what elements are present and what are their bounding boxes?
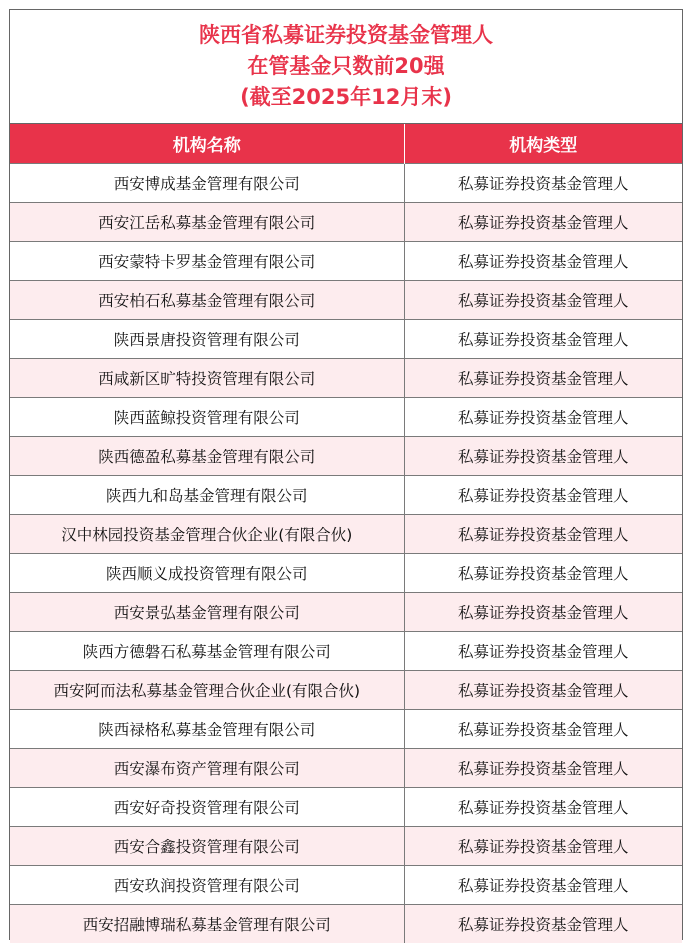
- institution-name: 陕西顺义成投资管理有限公司: [10, 554, 404, 593]
- ranking-table: [10, 123, 682, 943]
- institution-name: 陕西景唐投资管理有限公司: [10, 320, 404, 359]
- institution-type: 私募证券投资基金管理人: [404, 476, 682, 515]
- column-header-name: 机构名称: [10, 124, 404, 164]
- institution-name: 西安合鑫投资管理有限公司: [10, 827, 404, 866]
- institution-name: 陕西禄格私募基金管理有限公司: [10, 710, 404, 749]
- table-row: [10, 788, 682, 827]
- title-line-3: (截至2025年12月末): [240, 85, 452, 109]
- institution-type: 私募证券投资基金管理人: [404, 866, 682, 905]
- institution-name: 西安蒙特卡罗基金管理有限公司: [10, 242, 404, 281]
- institution-type: 私募证券投资基金管理人: [404, 554, 682, 593]
- table-row: [10, 281, 682, 320]
- institution-type: 私募证券投资基金管理人: [404, 398, 682, 437]
- institution-type: 私募证券投资基金管理人: [404, 242, 682, 281]
- institution-type: 私募证券投资基金管理人: [404, 632, 682, 671]
- table-row: [10, 710, 682, 749]
- table-row: [10, 905, 682, 944]
- institution-name: 汉中林园投资基金管理合伙企业(有限合伙): [10, 515, 404, 554]
- institution-name: 西安阿而法私募基金管理合伙企业(有限合伙): [10, 671, 404, 710]
- table-row: [10, 398, 682, 437]
- title-line-1: 陕西省私募证券投资基金管理人: [199, 23, 493, 47]
- institution-name: 西安招融博瑞私募基金管理有限公司: [10, 905, 404, 944]
- institution-type: 私募证券投资基金管理人: [404, 320, 682, 359]
- institution-name: 陕西蓝鲸投资管理有限公司: [10, 398, 404, 437]
- table-row: [10, 593, 682, 632]
- institution-type: 私募证券投资基金管理人: [404, 671, 682, 710]
- institution-name: 陕西德盈私募基金管理有限公司: [10, 437, 404, 476]
- institution-name: 西安景弘基金管理有限公司: [10, 593, 404, 632]
- institution-type: 私募证券投资基金管理人: [404, 203, 682, 242]
- table-row: [10, 671, 682, 710]
- institution-type: 私募证券投资基金管理人: [404, 515, 682, 554]
- table-row: [10, 437, 682, 476]
- institution-name: 西安玖润投资管理有限公司: [10, 866, 404, 905]
- institution-name: 陕西方德磐石私募基金管理有限公司: [10, 632, 404, 671]
- table-row: [10, 515, 682, 554]
- table-row: [10, 749, 682, 788]
- table-row: [10, 320, 682, 359]
- institution-type: 私募证券投资基金管理人: [404, 710, 682, 749]
- institution-type: 私募证券投资基金管理人: [404, 905, 682, 944]
- institution-name: 西安柏石私募基金管理有限公司: [10, 281, 404, 320]
- table-header-row: [10, 124, 682, 164]
- institution-name: 西安好奇投资管理有限公司: [10, 788, 404, 827]
- institution-type: 私募证券投资基金管理人: [404, 437, 682, 476]
- institution-type: 私募证券投资基金管理人: [404, 827, 682, 866]
- table-row: [10, 242, 682, 281]
- institution-name: 陕西九和岛基金管理有限公司: [10, 476, 404, 515]
- column-header-type: 机构类型: [404, 124, 682, 164]
- institution-name: 西咸新区旷特投资管理有限公司: [10, 359, 404, 398]
- institution-type: 私募证券投资基金管理人: [404, 749, 682, 788]
- table-row: [10, 203, 682, 242]
- institution-name: 西安博成基金管理有限公司: [10, 164, 404, 203]
- institution-type: 私募证券投资基金管理人: [404, 164, 682, 203]
- title-line-2: 在管基金只数前20强: [247, 54, 445, 78]
- table-row: [10, 632, 682, 671]
- institution-type: 私募证券投资基金管理人: [404, 593, 682, 632]
- institution-type: 私募证券投资基金管理人: [404, 788, 682, 827]
- institution-name: 西安瀑布资产管理有限公司: [10, 749, 404, 788]
- institution-type: 私募证券投资基金管理人: [404, 359, 682, 398]
- table-row: [10, 554, 682, 593]
- document-frame: [9, 9, 683, 940]
- table-row: [10, 827, 682, 866]
- table-row: [10, 359, 682, 398]
- table-row: [10, 164, 682, 203]
- table-row: [10, 476, 682, 515]
- page-title: [10, 10, 682, 123]
- institution-name: 西安江岳私募基金管理有限公司: [10, 203, 404, 242]
- table-row: [10, 866, 682, 905]
- institution-type: 私募证券投资基金管理人: [404, 281, 682, 320]
